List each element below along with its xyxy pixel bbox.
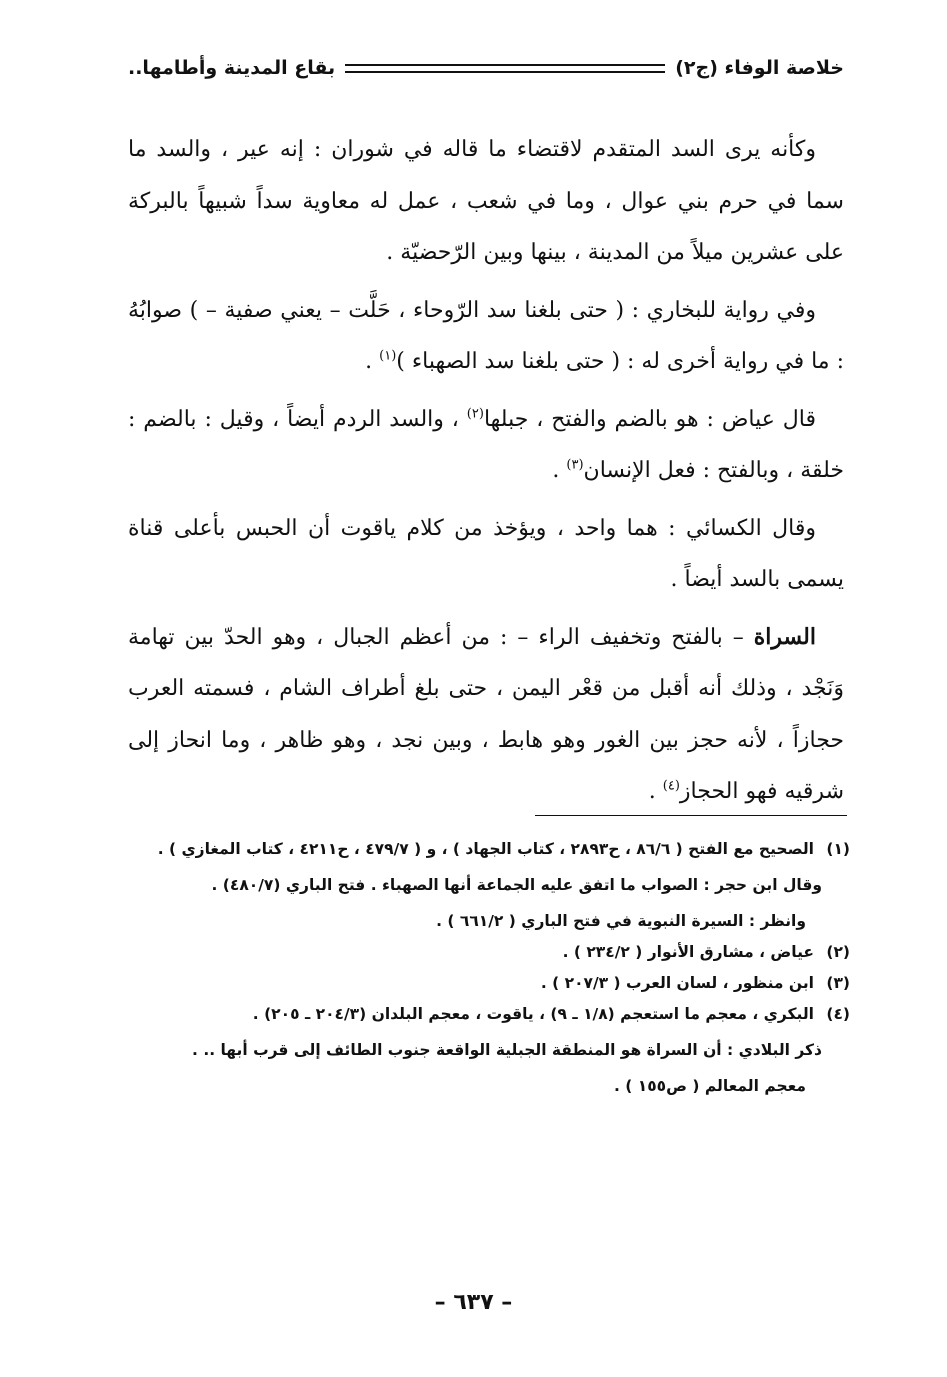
- footnote-number: (١): [826, 840, 850, 858]
- footnote-note: وانظر : السيرة النبوية في فتح الباري ( ٦٦١/٢ ) .: [436, 912, 806, 930]
- footnotes: [128, 834, 850, 1102]
- paragraph: قال عياض : هو بالضم والفتح ، جبلها$^{(٢)}$ ، والسد الردم أيضاً ، وقيل : بالضم : خلقة ، وبالفتح : فعل الإنسان$^{(٣)}$ .: [128, 406, 844, 483]
- page-number: – ٦٣٧ –: [434, 1290, 513, 1315]
- footnote-separator: [535, 815, 847, 816]
- footnote-text: البكري ، معجم ما استعجم (١/٨ ـ ٩) ، ياقوت ، معجم البلدان (٢٠٤/٣ ـ ٢٠٥) .: [252, 1005, 814, 1023]
- footnote-2: [128, 937, 850, 968]
- footnote-text: الصحيح مع الفتح ( ٨٦/٦ ، ح٢٨٩٣ ، كتاب الجهاد ) ، و ( ٤٧٩/٧ ، ح٤٢١١ ، كتاب المغازي ) .: [157, 840, 814, 858]
- paragraph: وفي رواية للبخاري : ( حتى بلغنا سد الرّوحاء ، حَلَّت – يعني صفية – ) صوابُهُ : ما في رواية أخرى له : ( حتى بلغنا سد الصهباء )$^{(١)}$ .: [128, 297, 844, 374]
- footnote-4: [128, 999, 850, 1030]
- footnote-number: (٤): [826, 1005, 850, 1023]
- footnote-note: ذكر البلادي : أن السراة هو المنطقة الجبلية الواقعة جنوب الطائف إلى قرب أبها .. .: [192, 1041, 822, 1059]
- footnote-ref[interactable]: (٤): [662, 778, 680, 794]
- footnote-note: معجم المعالم ( ص١٥٥ ) .: [613, 1077, 806, 1095]
- footnote-text: عياض ، مشارق الأنوار ( ٢٣٤/٢ ) .: [562, 943, 814, 961]
- chapter-title: بقاع المدينة وأطامها..: [128, 57, 336, 79]
- footnote-1: [128, 834, 850, 865]
- header-rule: [345, 64, 665, 73]
- footnote-ref[interactable]: (٣): [566, 457, 584, 473]
- footnote-note: وقال ابن حجر : الصواب ما اتفق عليه الجماعة أنها الصهباء . فتح الباري (٤٨٠/٧) .: [211, 876, 822, 894]
- running-header: [128, 50, 844, 86]
- entry-term: السراة: [753, 623, 816, 650]
- book-title: خلاصة الوفاء (ج٢): [675, 57, 844, 79]
- footnote-ref[interactable]: (١): [379, 348, 397, 364]
- paragraph: وكأنه يرى السد المتقدم لاقتضاء ما قاله في شوران : إنه عير ، والسد ما سما في حرم بني عوال ، وما في شعب ، عمل له معاوية سداً شبيهاً بالبركة على عشرين ميلاً من المدينة ، بينها وبين الرّحضيّة .: [128, 137, 844, 265]
- footnote-3: [128, 968, 850, 999]
- footnote-ref[interactable]: (٢): [466, 406, 484, 422]
- paragraph: السراة – بالفتح وتخفيف الراء – : من أعظم الجبال ، وهو الحدّ بين تهامة وَنَجْد ، وذلك أنه أقبل من قعْر اليمن ، حتى بلغ أطراف الشام ، فسمته العرب حجازاً ، لأنه حجز بين الغور وهو هابط ، وبين نجد ، وهو ظاهر ، وما انحاز إلى شرقيه فهو الحجاز$^{(٤)}$ .: [128, 623, 844, 804]
- paragraph: وقال الكسائي : هما واحد ، ويؤخذ من كلام ياقوت أن الحبس بأعلى قناة يسمى بالسد أيضاً .: [128, 515, 844, 592]
- footnote-number: (٢): [826, 943, 850, 961]
- body-text: [128, 124, 844, 824]
- footnote-number: (٣): [826, 974, 850, 992]
- footnote-text: ابن منظور ، لسان العرب ( ٢٠٧/٣ ) .: [540, 974, 814, 992]
